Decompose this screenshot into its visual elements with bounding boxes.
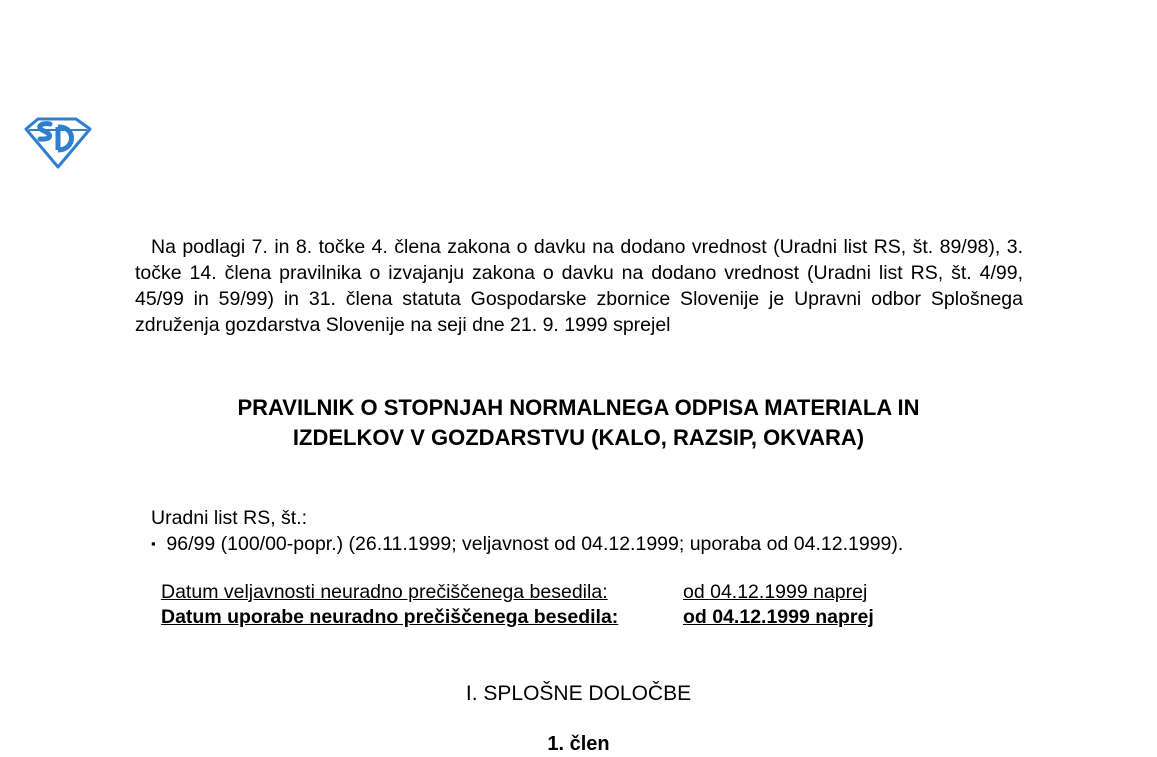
document-title	[120, 393, 1037, 453]
gazette-entry-text: 96/99 (100/00-popr.) (26.11.1999; veljavnost od 04.12.1999; uporaba od 04.12.1999).	[166, 533, 904, 555]
preamble-text: Na podlagi 7. in 8. točke 4. člena zakona o davku na dodano vrednost (Uradni list RS, št. 89/98), 3. točke 14. člena pravilnika o izvajanju zakona o davku na dodano vrednost (Uradni list RS, št. 4/99, 45/99 in 59/99) in 31. člena statuta Gospodarske zbornice Slovenije je Upravni odbor Splošnega združenja gozdarstva Slovenije na seji dne 21. 9. 1999 sprejel	[135, 236, 1023, 336]
gazette-label: Uradni list RS, št.:	[151, 507, 308, 529]
official-gazette-block	[151, 505, 1051, 557]
article-heading: 1. člen	[547, 733, 610, 755]
gazette-entry	[151, 531, 1051, 557]
logo-icon	[22, 116, 94, 172]
use-date-row	[161, 605, 874, 630]
validity-date-row	[161, 580, 874, 605]
title-line-2: IZDELKOV V GOZDARSTVU (KALO, RAZSIP, OKVARA)	[292, 425, 865, 450]
use-date-label: Datum uporabe neuradno prečiščenega besedila:	[161, 606, 619, 628]
validity-date-label: Datum veljavnosti neuradno prečiščenega besedila:	[161, 581, 608, 603]
dates-block	[161, 580, 874, 630]
title-line-1: PRAVILNIK O STOPNJAH NORMALNEGA ODPISA MATERIALA IN	[237, 395, 920, 420]
validity-date-value: od 04.12.1999 naprej	[683, 581, 868, 603]
bullet-icon: ▪	[151, 536, 156, 551]
section-heading: I. SPLOŠNE DOLOČBE	[465, 682, 692, 705]
use-date-value: od 04.12.1999 naprej	[683, 606, 874, 628]
